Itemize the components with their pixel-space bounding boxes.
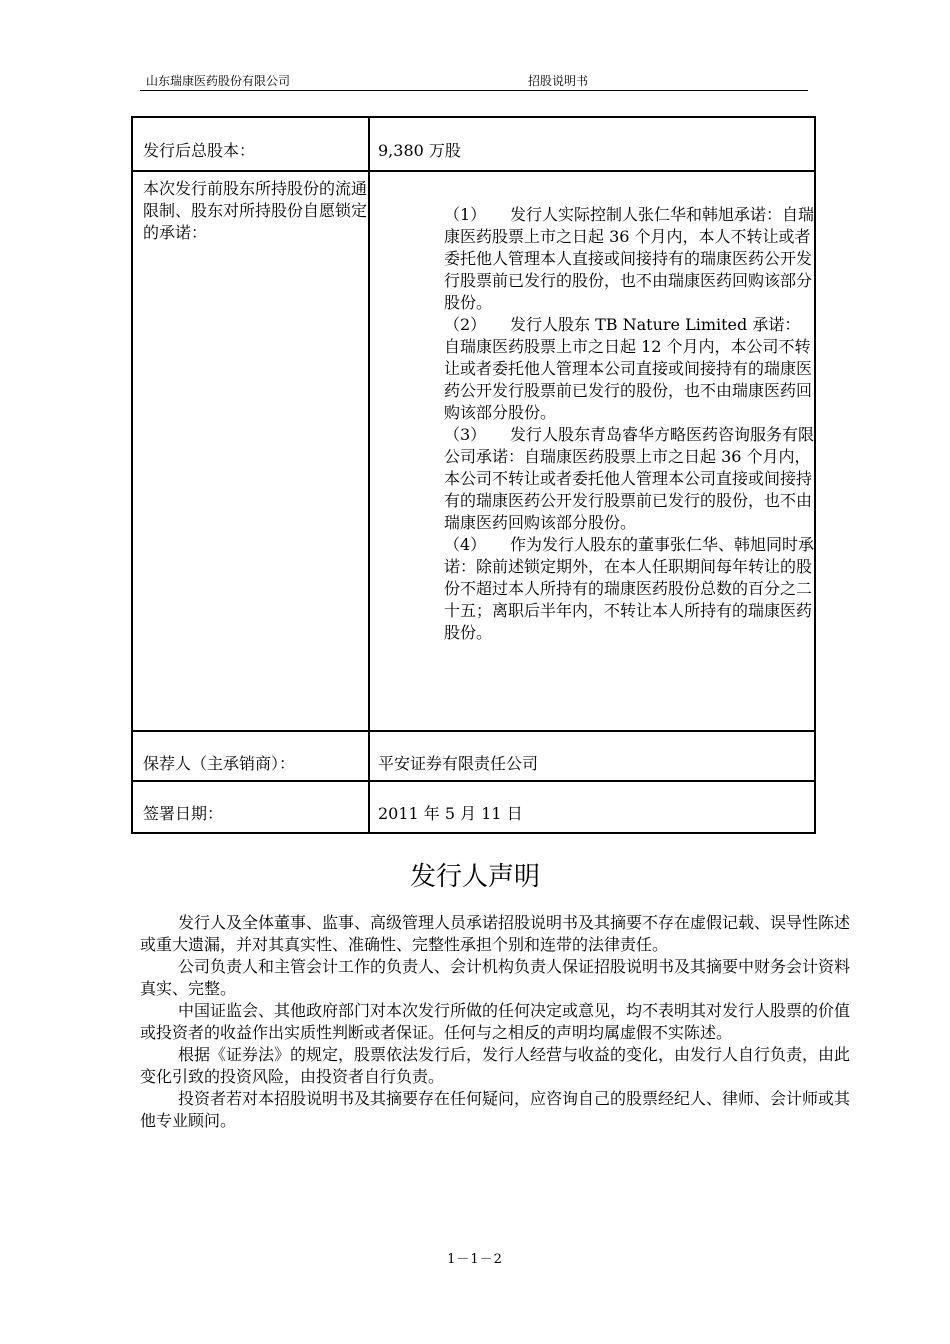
date-label-cell xyxy=(132,781,369,833)
commitment-text: 发行人股东青岛睿华方略医药咨询服务有限公司承诺：自瑞康医药股票上市之日起 36 个月内，本公司不转让或者委托他人管理本公司直接或间接持有的瑞康医药公开发行股票前已发行的股份，也不由瑞康医药回购该部分股份。 xyxy=(444,425,815,532)
header-company-name: 山东瑞康医药股份有限公司 xyxy=(146,74,291,88)
commitment-text: 发行人股东 TB Nature Limited 承诺：自瑞康医药股票上市之日起 12 个月内，本公司不转让或者委托他人管理本公司直接或间接持有的瑞康医药公开发行股票前已发行的股份，也不由瑞康医药回购该部分股份。 xyxy=(444,315,813,422)
sponsor-label: 保荐人（主承销商）： xyxy=(143,754,296,773)
commitment-item xyxy=(444,534,814,644)
statement-paragraph: 中国证监会、其他政府部门对本次发行所做的任何决定或意见，均不表明其对发行人股票的价值或投资者的收益作出实质性判断或者保证。任何与之相反的声明均属虚假不实陈述。 xyxy=(140,1001,851,1042)
lockup-label-cell xyxy=(132,171,369,731)
date-label: 签署日期： xyxy=(143,804,224,823)
commitment-item xyxy=(444,424,814,534)
lockup-commitments-cell xyxy=(369,171,815,731)
offering-info-table xyxy=(131,116,816,834)
total-shares-value: 9,380 万股 xyxy=(378,141,461,160)
header-document-title: 招股说明书 xyxy=(528,74,589,88)
commitment-item xyxy=(444,204,814,314)
sponsor-value: 平安证券有限责任公司 xyxy=(378,754,539,773)
statement-paragraph: 投资者若对本招股说明书及其摘要存在任何疑问，应咨询自己的股票经纪人、律师、会计师或其他专业顾问。 xyxy=(140,1089,851,1130)
table-row xyxy=(132,171,815,731)
commitment-number: （3） xyxy=(444,425,487,444)
statement-title: 发行人声明 xyxy=(409,862,540,892)
sponsor-label-cell xyxy=(132,731,369,781)
table-row xyxy=(132,781,815,833)
commitment-list xyxy=(444,204,814,644)
page-number: 1－1－2 xyxy=(447,1252,503,1267)
sponsor-value-cell xyxy=(369,731,815,781)
table-row xyxy=(132,731,815,781)
commitment-number: （2） xyxy=(444,315,487,334)
statement-paragraph: 根据《证券法》的规定，股票依法发行后，发行人经营与收益的变化，由发行人自行负责，由此变化引致的投资风险，由投资者自行负责。 xyxy=(140,1045,851,1086)
total-shares-label-cell xyxy=(132,117,369,171)
date-value-cell xyxy=(369,781,815,833)
page-header xyxy=(140,70,808,91)
commitment-text: 作为发行人股东的董事张仁华、韩旭同时承诺：除前述锁定期外，在本人任职期间每年转让的股份不超过本人所持有的瑞康医药股份总数的百分之二十五；离职后半年内，不转让本人所持有的瑞康医药股份。 xyxy=(444,535,815,642)
commitment-text: 发行人实际控制人张仁华和韩旭承诺：自瑞康医药股票上市之日起 36 个月内，本人不转让或者委托他人管理本人直接或间接持有的瑞康医药公开发行股票前已发行的股份，也不由瑞康医药回购该部分股份。 xyxy=(444,205,815,312)
issuer-statement xyxy=(140,912,852,1132)
commitment-number: （4） xyxy=(444,535,487,554)
lockup-label: 本次发行前股东所持股份的流通限制、股东对所持股份自愿锁定的承诺： xyxy=(143,179,368,242)
commitment-item xyxy=(444,314,814,424)
table-row xyxy=(132,117,815,171)
statement-paragraph: 发行人及全体董事、监事、高级管理人员承诺招股说明书及其摘要不存在虚假记载、误导性陈述或重大遗漏，并对其真实性、准确性、完整性承担个别和连带的法律责任。 xyxy=(140,913,851,954)
total-shares-value-cell xyxy=(369,117,815,171)
commitment-number: （1） xyxy=(444,205,487,224)
date-value: 2011 年 5 月 11 日 xyxy=(378,804,523,823)
total-shares-label: 发行后总股本： xyxy=(143,141,256,160)
statement-paragraph: 公司负责人和主管会计工作的负责人、会计机构负责人保证招股说明书及其摘要中财务会计资料真实、完整。 xyxy=(140,957,851,998)
